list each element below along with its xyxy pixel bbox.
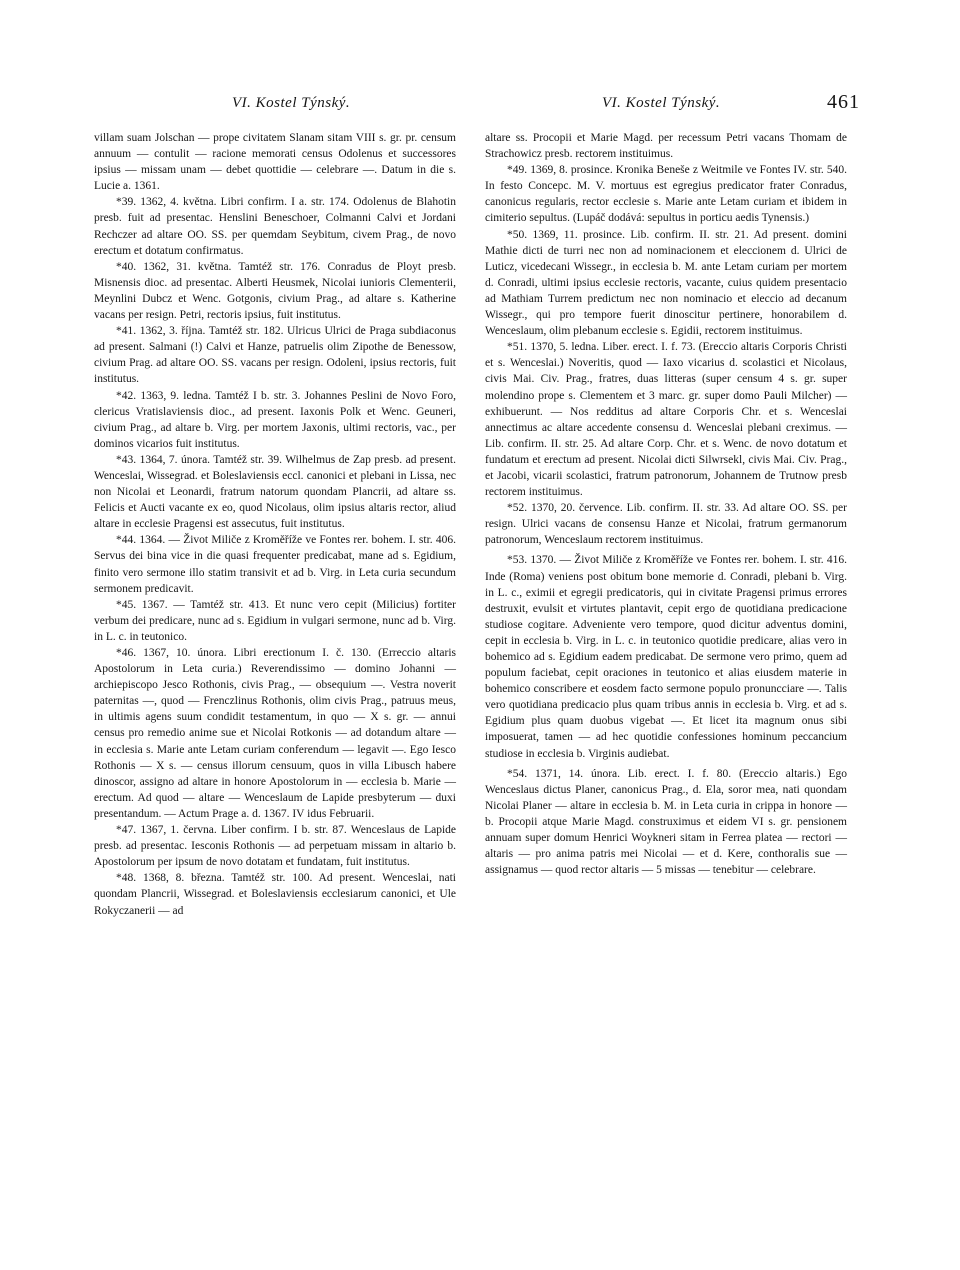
running-header-left: VI. Kostel Týnský. [232,95,351,111]
running-header-right: VI. Kostel Týnský. [602,95,721,111]
entry-39: *39. 1362, 4. května. Libri confirm. I a. str. 174. Odolenus de Blahotin presb. fuit ad presentac. Henslini Beneschoer, Colmanni Calvi et Jordani Rechczer ad altare OO. SS. per quemdam Seybitum, civem Prag., de novo erectum et dotatum confirmatus. [94,196,456,257]
entry-47: *47. 1367, 1. června. Liber confirm. I b. str. 87. Wenceslaus de Lapide presb. ad presentac. Iesconis Rothonis — ad perpetuam missam in altario b. Apostolorum per ipsum de novo dotatam et fundatam, fuit institutus. [94,824,456,869]
entry-40: *40. 1362, 31. května. Tamtéž str. 176. Conradus de Ployt presb. Misnensis dioc. ad presentac. Alberti Heusmek, Nicolai iunioris Clementerii, Meynlini Dubcz et Wenc. Gotgonis, civium Prag., ad altare s. Katherine vacans per resign. Petri, rectoris ipsius, fuit institutus. [94,260,456,322]
entry-42: *42. 1363, 9. ledna. Tamtéž I b. str. 3. Johannes Peslini de Novo Foro, clericus Vratislaviensis dioc., ad present. Iaxonis Polk et Wenc. Geuneri, civium Prag., ad altare b. Virg. per mortem Jaxonis, ultimi rectoris, vac., per dominos vicarios fuit institutus. [94,389,456,450]
right-column [485,130,847,878]
entry-53: *53. 1370. — Život Miliče z Kroměříže ve Fontes rer. bohem. I. str. 416. Inde (Roma) veniens post obitum bone memorie d. Conradi, plebani b. Virg. in L. c., eximii et egregii predicatoris, qui in civitate Pragensi primus errores destruxit, evulsit et virtutes plantavit, cepit ergo de quotidiana predicacione studiose cogitare. Adveniente vero tempore, quod dicitur adventus domini, cepit in ecclesia b. Virg. in L. c. in teutonico quotidie predicare, alias vero in bohemico ad s. Egidium eadem predicabat. De sermone vero primo, quem ad populum faciebat, cepit oraciones in teutonico et alias eiusdem materie in bohemico conscribere et eosdem facto sermone populo pronuncciare —. Talis vero quotidiana predicacio plus quam tribus annis in ecclesia b. Virg. et ad s. Egidium plus quam duobus vigebat —. Et licet ita magnum onus sibi imposuerat, tamen — ad hec quotidie confessiones hominum peccancium studiose in ecclesia b. Virginis audiebat. [485,554,847,760]
entry-43: *43. 1364, 7. února. Tamtéž str. 39. Wilhelmus de Zap presb. ad present. Wenceslai, Wissegrad. et Boleslaviensis eccl. canonici et plebani in Lissa, nec non Nicolai et Leonardi, fratrum natorum quondam Plancrii, ad altare ss. Felicis et Aucti vacante ex eo, quod Nicolaus, olim ipsius altaris rector, aliud altare in ecclesie Pragensi est assecutus, fuit institutus. [94,453,456,531]
entry-45: *45. 1367. — Tamtéž str. 413. Et nunc vero cepit (Milicius) fortiter verbum dei predicare, nunc ad s. Egidium in vulgari sermone, nunc ad b. Virg. in L. c. in teutonico. [94,598,456,643]
left-column [94,130,456,919]
entry-41: *41. 1362, 3. října. Tamtéž str. 182. Ulricus Ulrici de Praga subdiaconus ad present. Salmani (!) Calvi et Hanze, patruelis olim Zipothe de Benessow, civium Prag. ad altare OO. SS. vacans per resign. Odoleni, ipsius rectoris, fuit institutus. [94,325,456,386]
paragraph-continuation: villam suam Jolschan — prope civitatem Slanam sitam VIII s. gr. pr. censum annuum — contulit — racione memorati census Odolenus et successores ipsius — missam unam — debet quottidie — celebrare —. Datum in die s. Lucie a. 1361. [94,132,456,193]
paragraph-continuation: altare ss. Procopii et Marie Magd. per recessum Petri vacans Thomam de Strachowicz presb. rectorem instituimus. [485,132,847,161]
entry-48: *48. 1368, 8. března. Tamtéž str. 100. Ad present. Wenceslai, nati quondam Plancrii, Wissegrad. et Boleslaviensis ecclesiarum canonici, et Ule Rokyczanerii — ad [94,872,456,917]
entry-51: *51. 1370, 5. ledna. Liber. erect. I. f. 73. (Ereccio altaris Corporis Christi et s. Wenceslai.) Noveritis, quod — Iaxo vicarius d. scolastici et Nicolaus, civis Mai. Civ. Prag., fratres, duas litteras (super censum 4 s. gr. super molendino prope s. Clementem et 3 marc. gr. super domo Pauli Milcher) — exhibuerunt. — Nos redditus ad altare Corporis Chr. et s. Wenceslai annectimus ac altare accedente consensu d. Wenceslai plebani creximus. — Lib. confirm. II. str. 25. Ad altare Corp. Chr. et s. Wenc. de novo dotatum et fundatum et erectum ad present. Nicolai dicti Silwrsekl, civis Mai. Civ. Prag., et Jacobi, vicarii scolastici, fratrum patronorum, Johannem de Trutnow presb rectorem instituimus. [485,341,847,499]
entry-49: *49. 1369, 8. prosince. Kronika Beneše z Weitmile ve Fontes IV. str. 540. In festo Concepc. M. V. mortuus est egregius predicator frater Conradus, canonicus regularis, rector ecclesie s. Marie ante Letam curiam et ibidem in cimiterio sepultus. (Lupáč dodává: sepultus in porticu aedis Tynensis.) [485,164,847,225]
entry-54: *54. 1371, 14. února. Lib. erect. I. f. 80. (Ereccio altaris.) Ego Wenceslaus dictus Planer, canonicus Prag., d. Ela, soror mea, nati quondam Nicolai Planer — altare in ecclesia b. M. in Leta curia in crippa in honore — b. Procopii atque Marie Magd. construximus et eidem VI s. gr. pensionem annuam super domum Henrici Woykneri sitam in Ferrea platea — rectori — altaris — pro anima patris mei Nicolai — et d. Kere, conthoralis sue — assignamus — quod rector altaris — 5 missas — tenebitur — celebrare. [485,767,847,877]
entry-44: *44. 1364. — Život Miliče z Kroměříže ve Fontes rer. bohem. I. str. 406. Servus dei bina vice in die quasi frequenter predicabat, mane ad s. Egidium, finito vero sermone illo statim transivit et ad b. Virg. in Leta curia secundum sermonem predicavit. [94,534,456,595]
entry-46: *46. 1367, 10. února. Libri erectionum I. č. 130. (Erreccio altaris Apostolorum in Leta curia.) Reverendissimo — domino Johanni — archiepiscopo Jesco Rothonis, civis Prag., — obsequium —. Vestra noverit paternitas —, quod — Frenczlinus Rothonis, olim civis Prag., patruus meus, in ultimis agens suum condidit testamentum, in quo — X s. gr. — annui census pro remedio anime sue et Nicolai Rotkonis — ad dotandum altare — in ecclesia s. Marie ante Letam curiam conferendum — legavit —. Ego Iesco Rothonis — X s. — census illorum censuum, quos in villa Libusch habere dinoscor, assigno ad altare in honore Apostolorum in — ecclesia b. Marie — erectum. Ad quod — altare — Wenceslaum de Lapide presbyterum — duxi presentandum. — Actum Prage a. d. 1367. IV idus Februarii. [94,647,456,820]
entry-52: *52. 1370, 20. července. Lib. confirm. II. str. 33. Ad altare OO. SS. per resign. Ulrici vacans de consensu Hanze et Nicolai, fratrum germanorum patronorum, Wenceslaum rectorem instituimus. [485,502,847,547]
page-number: 461 [827,91,860,113]
entry-50: *50. 1369, 11. prosince. Lib. confirm. II. str. 21. Ad present. domini Mathie dicti de turri nec non ad nominacionem et eleccionem d. Ulrici de Luticz, vicedecani Wissegr., in ecclesia b. M. ante Letam curiam per mortem d. Conradi, ultimi ipsius ecclesie rectoris, vacante, cuius quidem presentacio ad Mathiam Turrem predictum nec non nominacio et eleccio ad decanum Wissegr., qui pro tempore fuerit dinoscitur pertinere, honorabilem d. Wenceslaum, olim plebanum ecclesie s. Egidii, rectorem instituimus. [485,228,847,338]
